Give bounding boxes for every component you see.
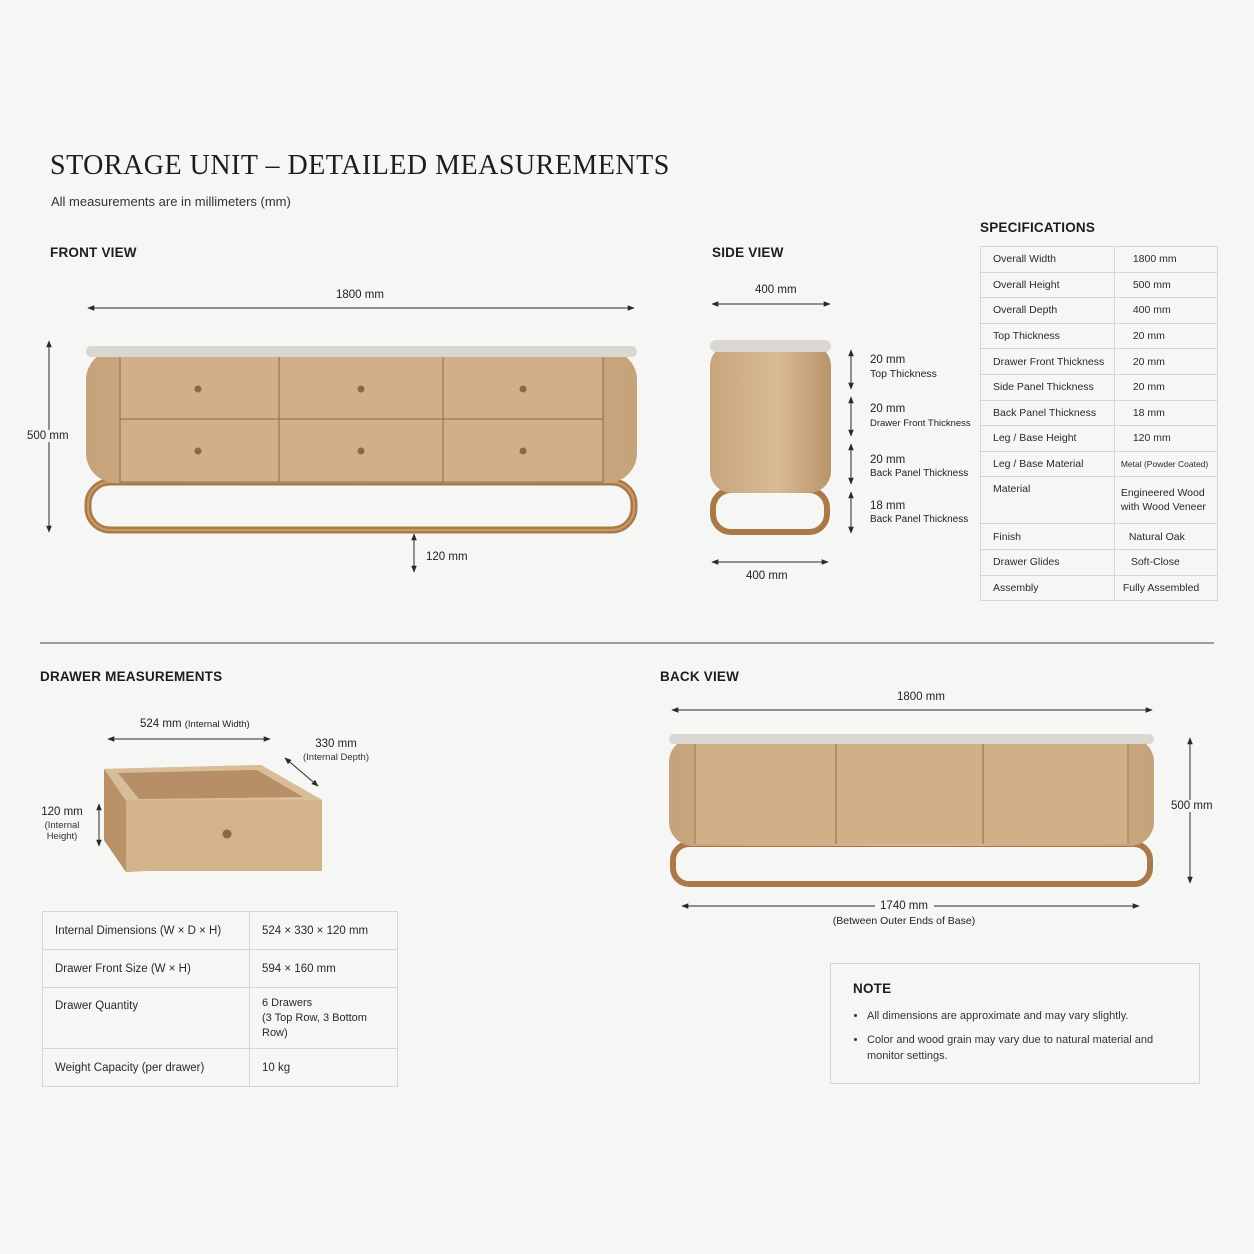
table-row: Leg / Base Material Metal (Powder Coated) [981, 451, 1218, 477]
table-row: Drawer Glides Soft-Close [981, 549, 1218, 575]
back-height-label: 500 mm [1171, 800, 1213, 812]
table-row: Overall Width 1800 mm [981, 247, 1218, 273]
front-view-label: FRONT VIEW [50, 245, 137, 260]
drawer-table [42, 911, 398, 1087]
table-row: Material Engineered Wood with Wood Veneer [981, 477, 1218, 524]
table-row: Assembly Fully Assembled [981, 575, 1218, 601]
page-title: STORAGE UNIT – DETAILED MEASUREMENTS [50, 150, 670, 181]
front-width-label: 1800 mm [336, 289, 384, 301]
drawer-depth-label: 330 mm (Internal Depth) [303, 738, 370, 763]
table-row: Overall Height 500 mm [981, 272, 1218, 298]
table-row: Internal Dimensions (W × D × H) 524 × 330 × 120 mm [43, 912, 398, 950]
front-view-drawing [86, 346, 637, 530]
back-view-drawing [669, 734, 1154, 884]
table-row: Drawer Front Size (W × H) 594 × 160 mm [43, 950, 398, 988]
note-box [830, 963, 1200, 1084]
table-row: Overall Depth 400 mm [981, 298, 1218, 324]
back-view-label: BACK VIEW [660, 669, 740, 684]
page-subtitle: All measurements are in millimeters (mm) [51, 194, 291, 209]
table-row: Back Panel Thickness 18 mm [981, 400, 1218, 426]
side-annotation: 18 mm Back Panel Thickness [870, 500, 969, 525]
table-row: Weight Capacity (per drawer) 10 kg [43, 1049, 398, 1087]
front-height-label: 500 mm [27, 430, 69, 442]
side-view-drawing [710, 340, 831, 532]
drawer-drawing [104, 765, 322, 872]
drawer-width-label: 524 mm (Internal Width) [140, 718, 250, 730]
note-item: • Color and wood grain may vary due to natural material and monitor settings. [867, 1032, 1167, 1064]
note-item: • All dimensions are approximate and may vary slightly. [867, 1008, 1167, 1024]
side-annotation: 20 mm Top Thickness [870, 354, 937, 380]
note-title: NOTE [853, 981, 892, 996]
side-view-label: SIDE VIEW [712, 245, 784, 260]
side-annotation: 20 mm Drawer Front Thickness [870, 403, 971, 429]
specifications-table [980, 246, 1218, 601]
table-row: Finish Natural Oak [981, 524, 1218, 550]
back-base-label: 1740 mm (Between Outer Ends of Base) [832, 900, 976, 927]
table-row: Drawer Quantity 6 Drawers (3 Top Row, 3 Bottom Row) [43, 988, 398, 1049]
side-annotation: 20 mm Back Panel Thickness [870, 454, 969, 479]
drawer-measurements-label: DRAWER MEASUREMENTS [40, 669, 223, 684]
specifications-label: SPECIFICATIONS [980, 220, 1096, 235]
back-width-label: 1800 mm [897, 691, 945, 703]
table-row: Leg / Base Height 120 mm [981, 426, 1218, 452]
table-row: Side Panel Thickness 20 mm [981, 374, 1218, 400]
side-bottom-depth-label: 400 mm [746, 570, 788, 582]
table-row: Top Thickness 20 mm [981, 323, 1218, 349]
side-top-depth-label: 400 mm [755, 284, 797, 296]
table-row: Drawer Front Thickness 20 mm [981, 349, 1218, 375]
drawer-height-label: 120 mm (Internal Height) [41, 806, 83, 842]
front-leg-label: 120 mm [426, 551, 468, 563]
